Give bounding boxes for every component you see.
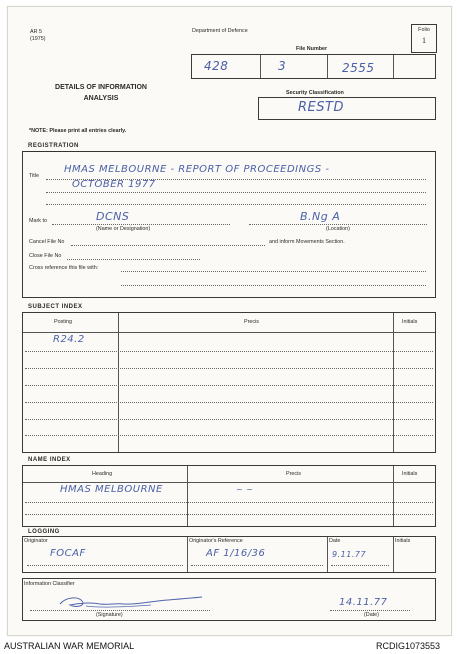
form-note: *NOTE: Please print all entries clearly. [29, 128, 127, 134]
location-caption: (Location) [326, 226, 350, 232]
form-year: (1975) [30, 36, 46, 42]
department-label: Department of Defence [192, 28, 248, 34]
close-file-label: Close File No [29, 253, 62, 259]
signature-caption: (Signature) [96, 612, 123, 618]
security-label: Security Classification [286, 90, 344, 96]
file-number-part-2: 3 [278, 59, 287, 73]
security-value: RESTD [298, 100, 344, 115]
subject-index-heading: SUBJECT INDEX [28, 304, 83, 310]
registration-heading: REGISTRATION [28, 143, 79, 149]
form-title-line1: DETAILS OF INFORMATION [55, 84, 147, 91]
form-code: AR 5 [30, 29, 42, 35]
title-label: Title [29, 173, 39, 179]
mark-to-label: Mark to [29, 218, 47, 224]
originator-reference-label: Originator's Reference [189, 538, 243, 544]
file-number-part-1: 428 [204, 59, 229, 73]
location-value: B.Ng A [300, 210, 341, 223]
name-col-initials: Initials [402, 471, 418, 477]
subject-col-initials: Initials [402, 319, 418, 325]
footer-left: AUSTRALIAN WAR MEMORIAL [4, 641, 135, 651]
logging-date-label: Date [329, 538, 341, 544]
name-index-table [22, 465, 436, 527]
classifier-date-value: 14.11.77 [339, 597, 388, 608]
form-sheet [7, 6, 452, 636]
security-box [258, 97, 436, 120]
footer-right: RCDIG1073553 [376, 641, 441, 651]
subject-col-posting: Posting [54, 319, 72, 325]
folio-value: 1 [422, 36, 426, 45]
mark-to-value: DCNS [96, 210, 130, 223]
mark-to-caption: (Name or Designation) [96, 226, 151, 232]
file-number-part-3: 2555 [342, 61, 375, 75]
name-index-heading: NAME INDEX [28, 457, 71, 463]
classifier-label: Information Classifier [24, 581, 75, 587]
originator-label: Originator [24, 538, 48, 544]
originator-reference-value: AF 1/16/36 [206, 548, 266, 559]
classifier-signature-icon [56, 593, 206, 611]
classifier-date-caption: (Date) [364, 612, 379, 618]
originator-value: FOCAF [50, 548, 86, 559]
folio-label: Folio [418, 27, 430, 33]
name-heading-entry: HMAS MELBOURNE [60, 484, 163, 495]
logging-date-value: 9.11.77 [332, 550, 367, 559]
name-col-precis: Precis [286, 471, 301, 477]
cross-reference-label: Cross reference this file with: [29, 265, 99, 271]
name-precis-entry: ~ ~ [236, 485, 254, 494]
subject-col-precis: Precis [244, 319, 259, 325]
cancel-file-suffix: and inform Movements Section. [269, 239, 345, 245]
folio-box [411, 24, 437, 53]
form-title-line2: ANALYSIS [83, 95, 119, 102]
file-number-label: File Number [296, 46, 328, 52]
logging-heading: LOGGING [28, 529, 60, 535]
title-value-line1: HMAS MELBOURNE - REPORT OF PROCEEDINGS - [64, 164, 330, 175]
cancel-file-label: Cancel File No [29, 239, 65, 245]
title-value-line2: OCTOBER 1977 [72, 179, 156, 190]
logging-initials-label: Initials [395, 538, 411, 544]
subject-posting-entry: R24.2 [53, 334, 85, 345]
name-col-heading: Heading [92, 471, 113, 477]
